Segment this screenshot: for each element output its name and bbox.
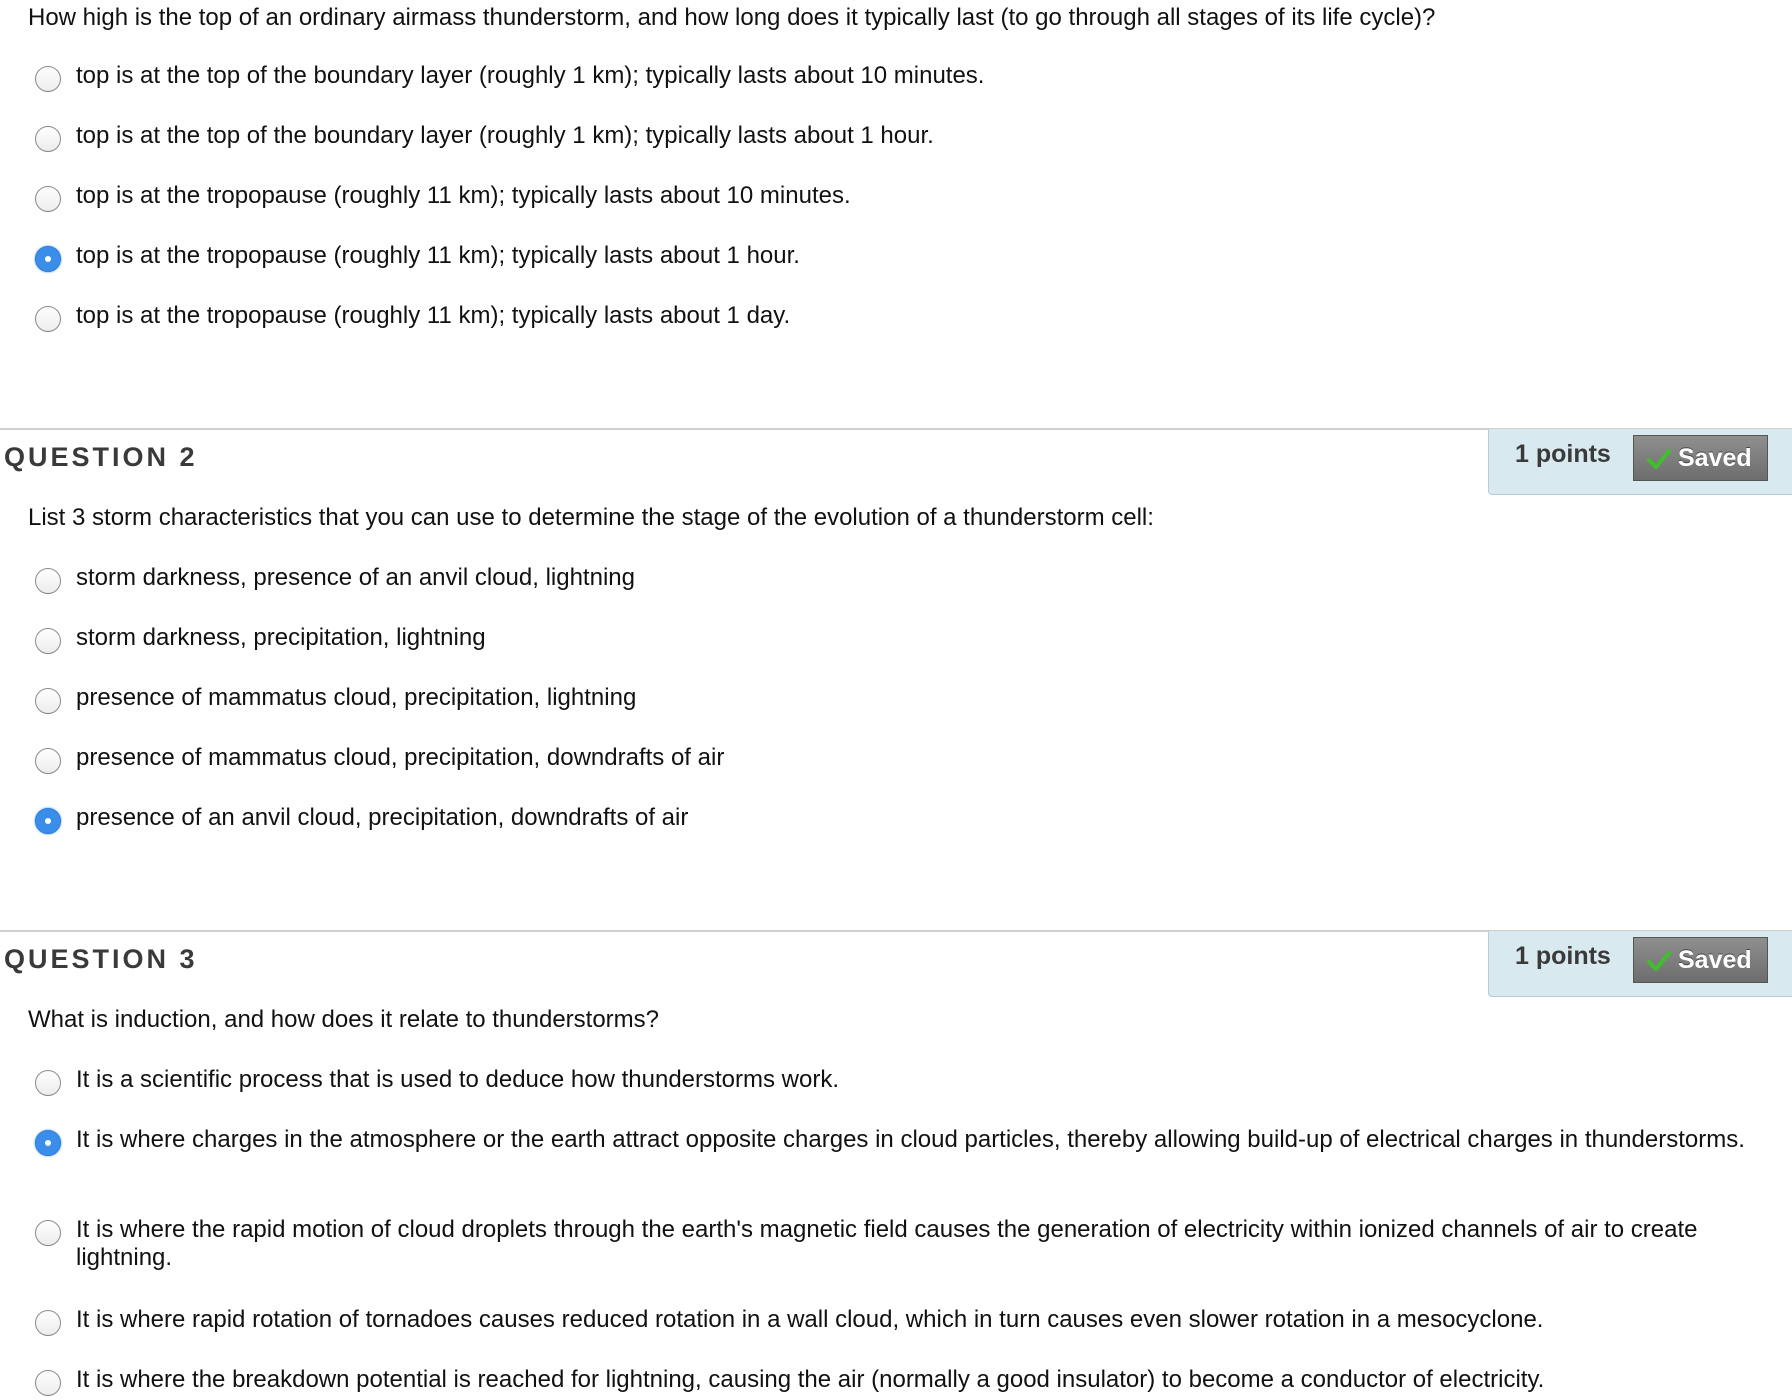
q2-radio-1[interactable] bbox=[35, 568, 61, 594]
q2-radio-4[interactable] bbox=[35, 748, 61, 774]
q2-option-label-2[interactable]: storm darkness, precipitation, lightning bbox=[76, 624, 486, 651]
question-2-points-panel bbox=[1488, 429, 1792, 495]
q1-radio-1[interactable] bbox=[35, 66, 61, 92]
question-3-heading: QUESTION 3 bbox=[4, 944, 198, 974]
question-2-text: List 3 storm characteristics that you can use to determine the stage of the evolution of a thunderstorm cell: bbox=[28, 504, 1154, 531]
question-3-points-panel bbox=[1488, 931, 1792, 997]
q1-option-label-1[interactable]: top is at the top of the boundary layer (roughly 1 km); typically lasts about 10 minutes. bbox=[76, 62, 985, 89]
q1-radio-5[interactable] bbox=[35, 306, 61, 332]
question-2-heading: QUESTION 2 bbox=[4, 442, 198, 472]
q3-option-label-1[interactable]: It is a scientific process that is used to deduce how thunderstorms work. bbox=[76, 1066, 840, 1093]
question-3-text: What is induction, and how does it relate to thunderstorms? bbox=[28, 1006, 660, 1033]
question-2-points: 1 points bbox=[1515, 440, 1611, 468]
question-2-saved-button[interactable] bbox=[1633, 435, 1768, 481]
question-3-saved-label: Saved bbox=[1678, 946, 1752, 974]
question-3-points: 1 points bbox=[1515, 942, 1611, 970]
q2-radio-2[interactable] bbox=[35, 628, 61, 654]
q3-option-label-4[interactable]: It is where rapid rotation of tornadoes causes reduced rotation in a wall cloud, which in turn causes even slower rotation in a mesocyclone. bbox=[76, 1306, 1544, 1333]
q1-radio-2[interactable] bbox=[35, 126, 61, 152]
q2-option-label-5[interactable]: presence of an anvil cloud, precipitation, downdrafts of air bbox=[76, 804, 689, 831]
question-3-saved-button[interactable] bbox=[1633, 937, 1768, 983]
q3-option-label-2[interactable]: It is where charges in the atmosphere or the earth attract opposite charges in cloud particles, thereby allowing build-up of electrical charges in thunderstorms. bbox=[76, 1126, 1745, 1153]
q1-radio-4[interactable] bbox=[35, 246, 61, 272]
q2-radio-3[interactable] bbox=[35, 688, 61, 714]
q2-option-label-4[interactable]: presence of mammatus cloud, precipitation, downdrafts of air bbox=[76, 744, 725, 771]
q1-radio-3[interactable] bbox=[35, 186, 61, 212]
q1-option-label-2[interactable]: top is at the top of the boundary layer (roughly 1 km); typically lasts about 1 hour. bbox=[76, 122, 934, 149]
q2-option-label-3[interactable]: presence of mammatus cloud, precipitation, lightning bbox=[76, 684, 637, 711]
check-icon bbox=[1647, 950, 1671, 972]
q1-option-label-4[interactable]: top is at the tropopause (roughly 11 km); typically lasts about 1 hour. bbox=[76, 242, 800, 269]
question-1-text: How high is the top of an ordinary airmass thunderstorm, and how long does it typically last (to go through all stages of its life cycle)? bbox=[28, 4, 1436, 31]
check-icon bbox=[1647, 448, 1671, 470]
q2-radio-5[interactable] bbox=[35, 808, 61, 834]
q3-option-label-3[interactable]: It is where the rapid motion of cloud droplets through the earth's magnetic field causes the generation of electricity within ionized channels of air to create lightning. bbox=[76, 1216, 1698, 1271]
q3-radio-2[interactable] bbox=[35, 1130, 61, 1156]
question-2-saved-label: Saved bbox=[1678, 444, 1752, 472]
q3-radio-4[interactable] bbox=[35, 1310, 61, 1336]
q2-option-label-1[interactable]: storm darkness, presence of an anvil cloud, lightning bbox=[76, 564, 635, 591]
q3-radio-3[interactable] bbox=[35, 1220, 61, 1246]
q1-option-label-3[interactable]: top is at the tropopause (roughly 11 km); typically lasts about 10 minutes. bbox=[76, 182, 851, 209]
q3-radio-5[interactable] bbox=[35, 1370, 61, 1396]
q3-radio-1[interactable] bbox=[35, 1070, 61, 1096]
q3-option-label-5[interactable]: It is where the breakdown potential is reached for lightning, causing the air (normally a good insulator) to become a conductor of electricity. bbox=[76, 1366, 1545, 1393]
q1-option-label-5[interactable]: top is at the tropopause (roughly 11 km); typically lasts about 1 day. bbox=[76, 302, 791, 329]
